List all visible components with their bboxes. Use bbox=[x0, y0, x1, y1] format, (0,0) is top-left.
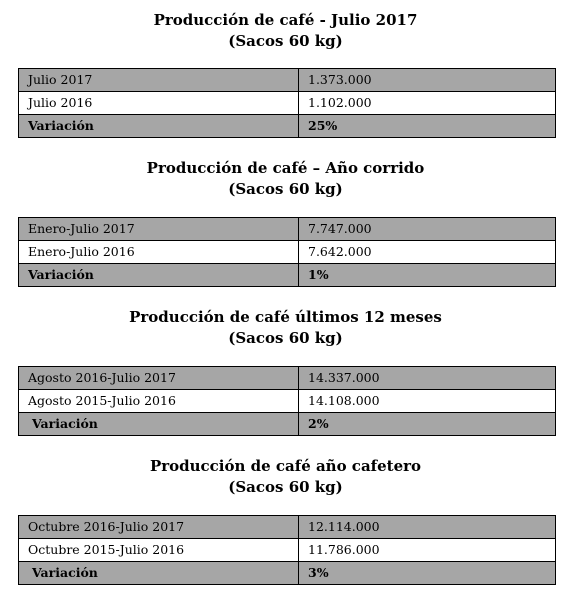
row-value: 2% bbox=[299, 413, 556, 436]
table-julio-2017 bbox=[18, 68, 556, 138]
table-row bbox=[19, 241, 556, 264]
row-label: Julio 2017 bbox=[19, 69, 299, 92]
row-label: Variación bbox=[19, 562, 299, 585]
table-row-variation bbox=[19, 115, 556, 138]
row-value: 14.108.000 bbox=[299, 390, 556, 413]
row-label: Agosto 2015-Julio 2016 bbox=[19, 390, 299, 413]
row-label: Enero-Julio 2016 bbox=[19, 241, 299, 264]
table-row-variation bbox=[19, 562, 556, 585]
table-row bbox=[19, 390, 556, 413]
row-value: 7.642.000 bbox=[299, 241, 556, 264]
section-subtitle: (Sacos 60 kg) bbox=[228, 180, 343, 198]
table-row bbox=[19, 516, 556, 539]
table-row bbox=[19, 92, 556, 115]
section-ultimos-12-meses bbox=[0, 307, 571, 349]
section-title: Producción de café año cafetero bbox=[149, 457, 422, 475]
row-label: Octubre 2015-Julio 2016 bbox=[19, 539, 299, 562]
row-value: 14.337.000 bbox=[299, 367, 556, 390]
row-value: 7.747.000 bbox=[299, 218, 556, 241]
row-label: Enero-Julio 2017 bbox=[19, 218, 299, 241]
row-value: 25% bbox=[299, 115, 556, 138]
row-label: Variación bbox=[19, 264, 299, 287]
table-row bbox=[19, 539, 556, 562]
row-label: Octubre 2016-Julio 2017 bbox=[19, 516, 299, 539]
table-row-variation bbox=[19, 264, 556, 287]
table-row bbox=[19, 69, 556, 92]
row-value: 1% bbox=[299, 264, 556, 287]
section-subtitle: (Sacos 60 kg) bbox=[228, 478, 343, 496]
section-ano-cafetero bbox=[0, 456, 571, 498]
table-ano-cafetero bbox=[18, 515, 556, 585]
row-label: Variación bbox=[19, 115, 299, 138]
section-title: Producción de café últimos 12 meses bbox=[129, 308, 442, 326]
table-row-variation bbox=[19, 413, 556, 436]
table-ultimos-12-meses bbox=[18, 366, 556, 436]
section-subtitle: (Sacos 60 kg) bbox=[228, 329, 343, 347]
section-julio-2017 bbox=[0, 10, 571, 52]
section-title: Producción de café – Año corrido bbox=[146, 159, 425, 177]
section-title: Producción de café - Julio 2017 bbox=[153, 11, 418, 29]
row-value: 1.102.000 bbox=[299, 92, 556, 115]
row-label: Julio 2016 bbox=[19, 92, 299, 115]
row-value: 12.114.000 bbox=[299, 516, 556, 539]
row-label: Variación bbox=[19, 413, 299, 436]
row-value: 1.373.000 bbox=[299, 69, 556, 92]
row-value: 11.786.000 bbox=[299, 539, 556, 562]
section-subtitle: (Sacos 60 kg) bbox=[228, 32, 343, 50]
table-row bbox=[19, 218, 556, 241]
row-label: Agosto 2016-Julio 2017 bbox=[19, 367, 299, 390]
section-ano-corrido bbox=[0, 158, 571, 200]
table-row bbox=[19, 367, 556, 390]
row-value: 3% bbox=[299, 562, 556, 585]
table-ano-corrido bbox=[18, 217, 556, 287]
